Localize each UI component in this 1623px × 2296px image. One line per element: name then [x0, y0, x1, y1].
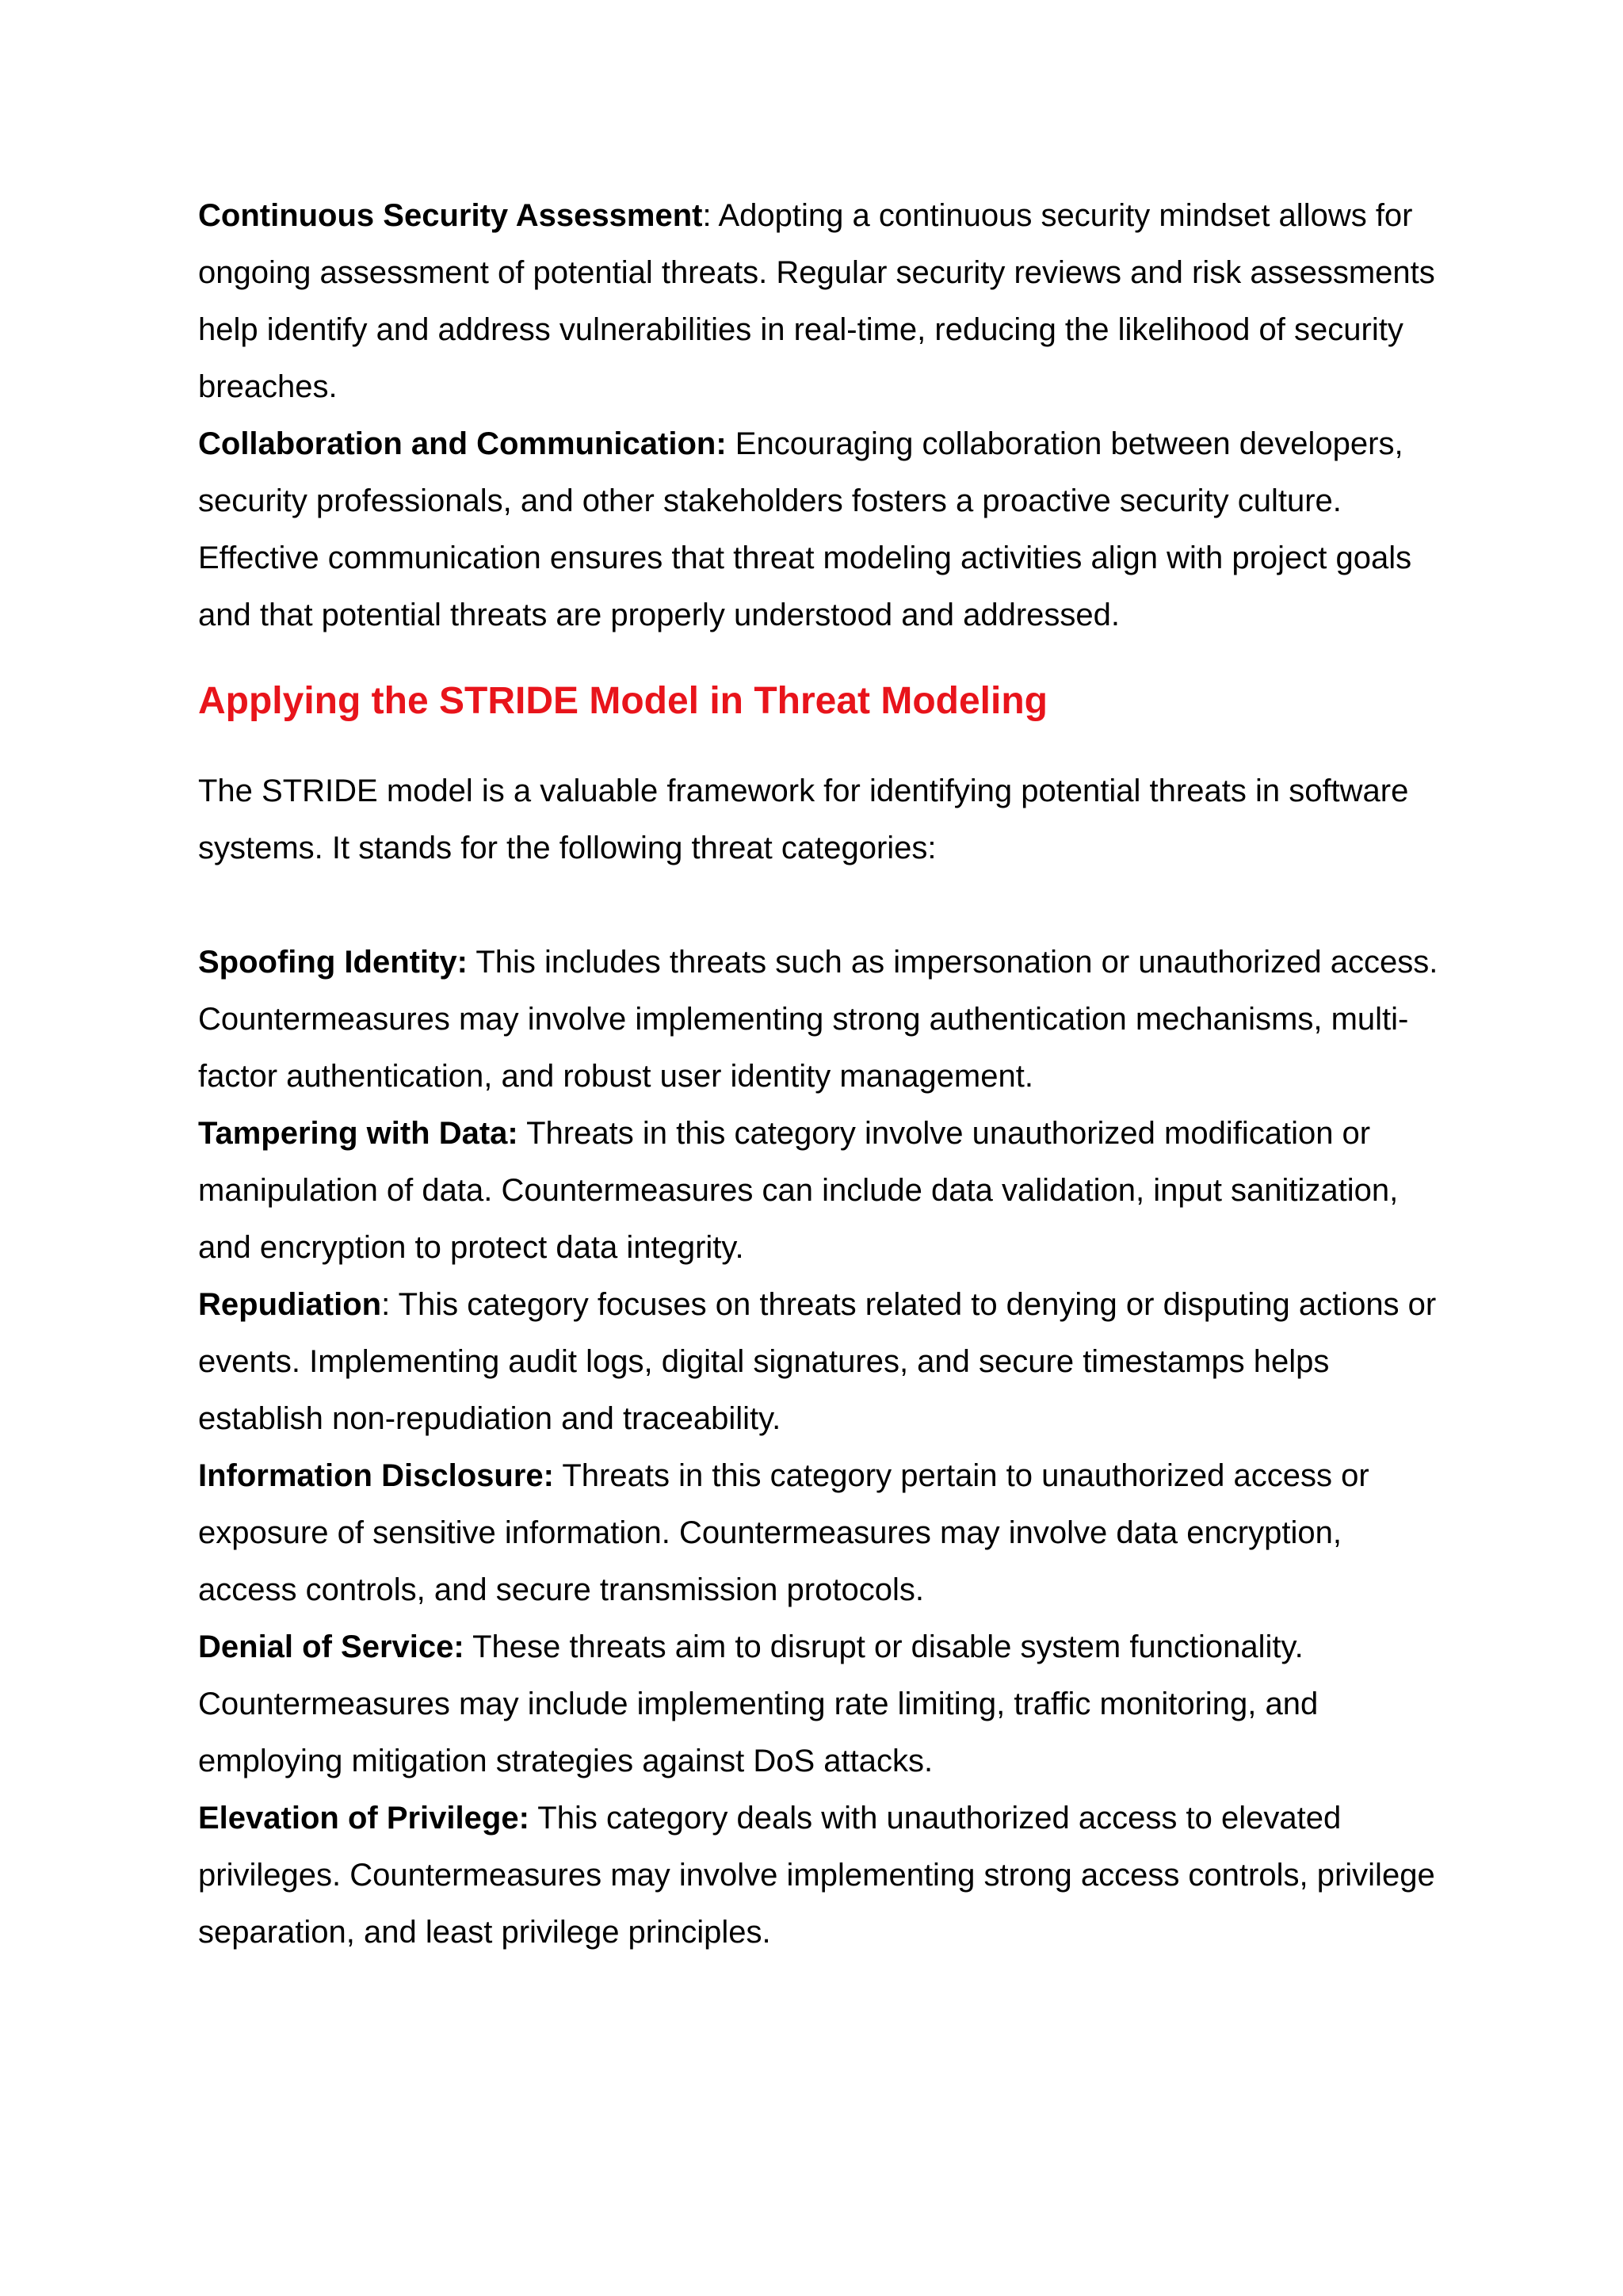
- entry-separator: :: [702, 198, 719, 233]
- entry-text: This category focuses on threats related to denying or disputing actions or events. Implementing audit logs, digital signatures, and secure timestamps helps establish non-repudiation and traceability.: [198, 1287, 1437, 1436]
- entry-term: Spoofing Identity:: [198, 945, 468, 980]
- intro-paragraphs: [198, 187, 1442, 644]
- entry-continuous-security-assessment: [198, 187, 1442, 415]
- entry-term: Denial of Service:: [198, 1629, 464, 1664]
- entry-term: Continuous Security Assessment: [198, 198, 703, 233]
- entry-information-disclosure: [198, 1447, 1442, 1618]
- entry-separator: [554, 1458, 562, 1493]
- entry-separator: [468, 945, 475, 980]
- entry-text: Threats in this category involve unauthorized modification or manipulation of data. Countermeasures can include data validation, input sanitization, and encryption to protect data integrity.: [198, 1116, 1399, 1265]
- entry-separator: :: [381, 1287, 399, 1322]
- entry-term: Repudiation: [198, 1287, 382, 1322]
- section-heading: Applying the STRIDE Model in Threat Modeling: [198, 680, 1048, 722]
- entry-text: This includes threats such as impersonation or unauthorized access. Countermeasures may involve implementing strong authentication mechanisms, multi-factor authentication, and robust user identity management.: [198, 945, 1438, 1094]
- stride-category-list: [198, 934, 1442, 1961]
- entry-separator: [464, 1629, 472, 1664]
- entry-separator: [518, 1116, 526, 1151]
- entry-term: Elevation of Privilege:: [198, 1801, 529, 1836]
- entry-text: This category deals with unauthorized access to elevated privileges. Countermeasures may involve implementing strong access controls, privilege separation, and least privilege principles.: [198, 1801, 1435, 1950]
- entry-term: Tampering with Data:: [198, 1116, 518, 1151]
- entry-repudiation: [198, 1276, 1442, 1447]
- entry-spoofing-identity: [198, 934, 1442, 1105]
- entry-separator: [529, 1801, 537, 1836]
- entry-text: Adopting a continuous security mindset allows for ongoing assessment of potential threats. Regular security reviews and risk assessments help identify and address vulnerabilities in real-time, reducing the likelihood of security breaches.: [198, 198, 1435, 404]
- stride-intro-paragraph: The STRIDE model is a valuable framework for identifying potential threats in software systems. It stands for the following threat categories:: [198, 774, 1409, 865]
- entry-term: Information Disclosure:: [198, 1458, 554, 1493]
- entry-denial-of-service: [198, 1618, 1442, 1790]
- entry-elevation-of-privilege: [198, 1790, 1442, 1961]
- entry-text: These threats aim to disrupt or disable system functionality. Countermeasures may include implementing rate limiting, traffic monitoring, and employing mitigation strategies against DoS attacks.: [198, 1629, 1319, 1778]
- entry-text: Encouraging collaboration between developers, security professionals, and other stakeholders fosters a proactive security culture. Effective communication ensures that threat modeling activities align with project goals and that potential threats are properly understood and addressed.: [198, 426, 1412, 632]
- entry-term: Collaboration and Communication:: [198, 426, 727, 461]
- entry-tampering-with-data: [198, 1105, 1442, 1276]
- entry-text: Threats in this category pertain to unauthorized access or exposure of sensitive information. Countermeasures may involve data encryption, access controls, and secure transmission protocols.: [198, 1458, 1369, 1607]
- entry-separator: [727, 426, 735, 461]
- entry-collaboration-and-communication: [198, 415, 1442, 644]
